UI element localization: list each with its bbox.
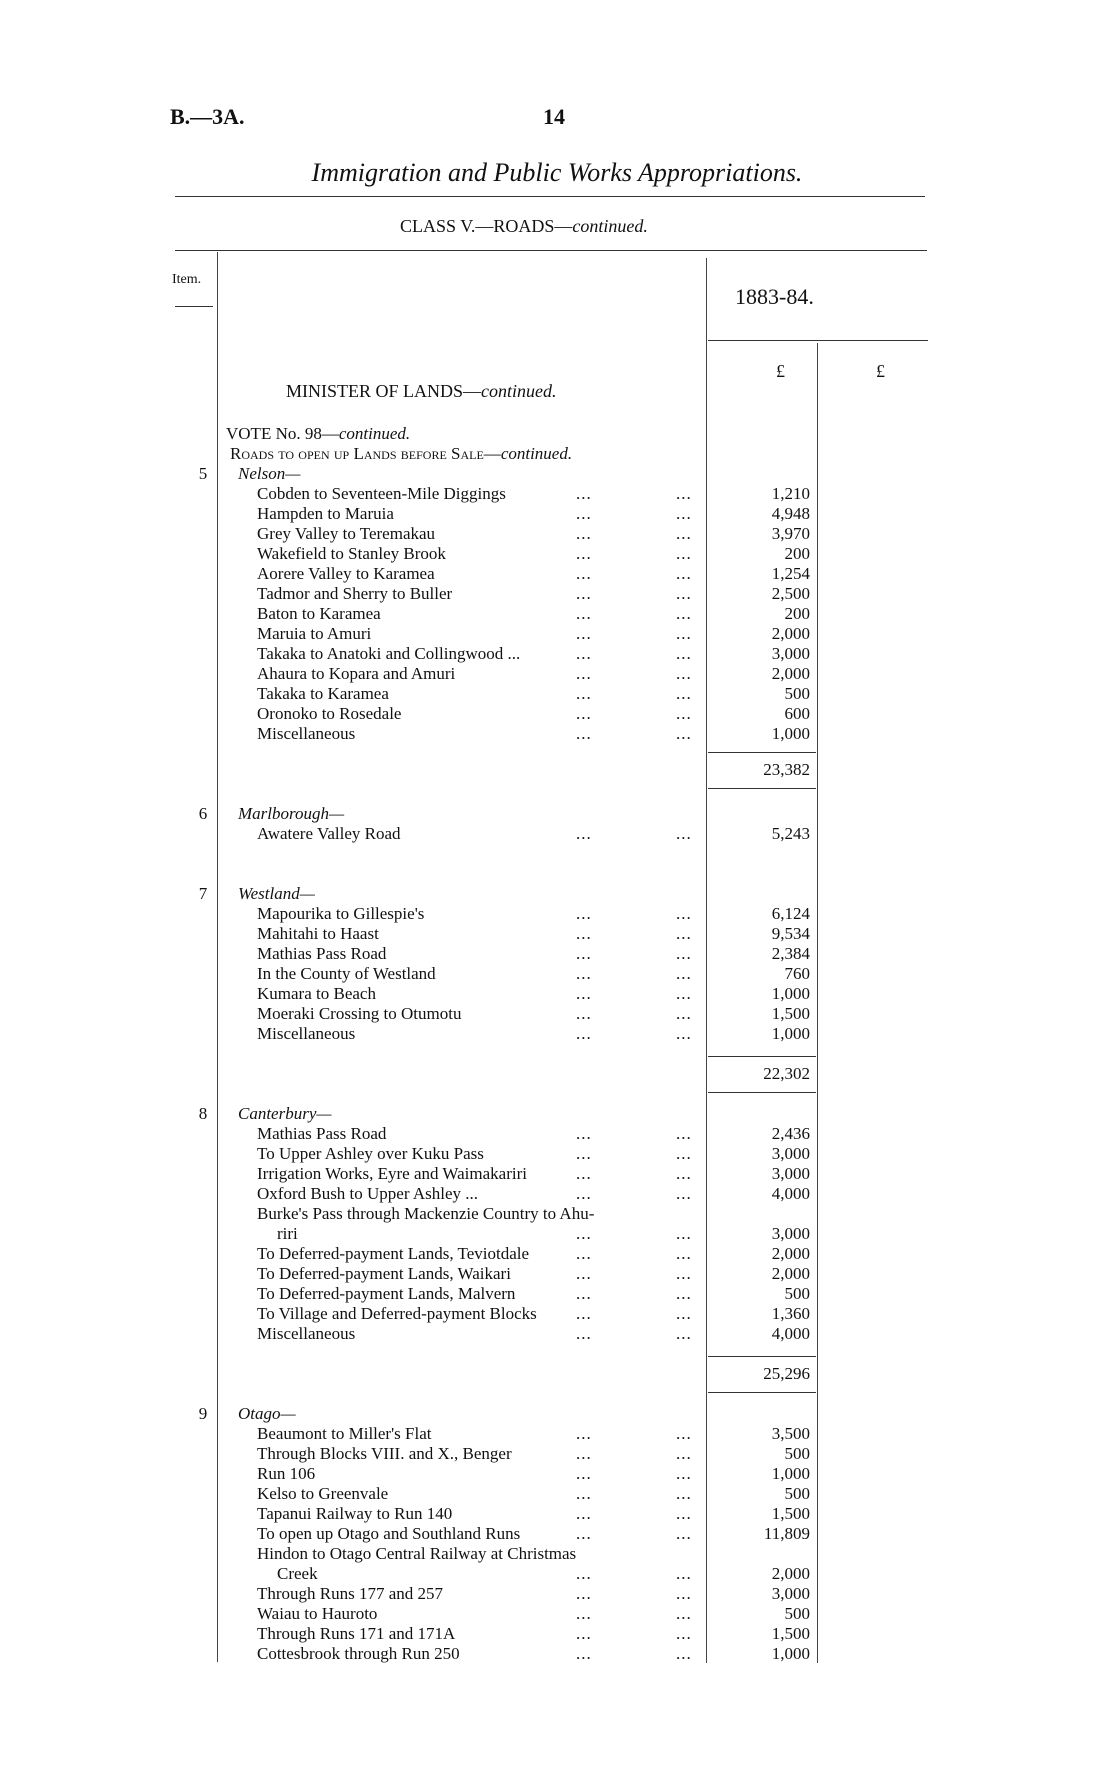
leader-dots: ... [676, 504, 692, 523]
leader-dots: ... [576, 524, 592, 543]
section-name: Marlborough— [238, 804, 345, 823]
leader-dots: ... [576, 964, 592, 983]
leader-dots: ... [676, 944, 692, 963]
leader-dots: ... [676, 544, 692, 563]
row-amount: 500 [784, 684, 810, 703]
leader-dots: ... [576, 1504, 592, 1523]
pound-header-1: £ [776, 361, 785, 381]
leader-dots: ... [676, 1164, 692, 1183]
section-name: Otago— [238, 1404, 296, 1423]
leader-dots: ... [676, 644, 692, 663]
section-name: Westland— [238, 884, 315, 903]
title-rule [175, 196, 925, 197]
row-amount: 1,360 [771, 1304, 810, 1323]
leader-dots: ... [576, 1604, 592, 1623]
leader-dots: ... [576, 1124, 592, 1143]
roads-heading-cont: continued. [500, 444, 573, 463]
row-amount: 760 [784, 964, 810, 983]
roads-heading-main: Roads to open up Lands before Sale— [230, 444, 501, 463]
leader-dots: ... [676, 624, 692, 643]
row-label-continuation: Creek [277, 1564, 318, 1583]
row-amount: 200 [784, 544, 810, 563]
row-amount: 2,000 [771, 664, 810, 683]
item-number: 8 [198, 1104, 208, 1123]
leader-dots: ... [676, 1184, 692, 1203]
leader-dots: ... [676, 1304, 692, 1323]
row-amount: 4,000 [771, 1324, 810, 1343]
row-amount: 500 [784, 1484, 810, 1503]
class-title-cont: continued. [572, 216, 648, 236]
row-amount: 3,000 [771, 1584, 810, 1603]
leader-dots: ... [576, 1444, 592, 1463]
table-top-rule [175, 250, 927, 251]
vote-heading-main: VOTE No. 98— [226, 424, 339, 443]
row-amount: 9,534 [771, 924, 810, 943]
item-number: 5 [198, 464, 208, 483]
row-label: Cottesbrook through Run 250 [257, 1644, 460, 1663]
row-label: Takaka to Anatoki and Collingwood ... [257, 644, 521, 663]
subtotal-bottom-rule [708, 788, 816, 789]
vote-heading [226, 424, 410, 444]
row-label: Burke's Pass through Mackenzie Country to Ahu- [257, 1204, 595, 1223]
leader-dots: ... [576, 1284, 592, 1303]
subtotal-bottom-rule [708, 1092, 816, 1093]
row-label: To Upper Ashley over Kuku Pass [257, 1144, 484, 1163]
section-total: 22,302 [763, 1064, 810, 1083]
row-amount: 2,000 [771, 624, 810, 643]
leader-dots: ... [576, 924, 592, 943]
leader-dots: ... [576, 1144, 592, 1163]
row-label: Awatere Valley Road [257, 824, 401, 843]
leader-dots: ... [576, 1024, 592, 1043]
row-amount: 500 [784, 1444, 810, 1463]
leader-dots: ... [676, 1584, 692, 1603]
row-amount: 1,000 [771, 1024, 810, 1043]
leader-dots: ... [676, 1004, 692, 1023]
row-amount: 1,000 [771, 984, 810, 1003]
leader-dots: ... [576, 544, 592, 563]
row-amount: 500 [784, 1604, 810, 1623]
row-label: To Village and Deferred-payment Blocks [257, 1304, 537, 1323]
leader-dots: ... [576, 1264, 592, 1283]
leader-dots: ... [576, 564, 592, 583]
leader-dots: ... [676, 964, 692, 983]
row-amount: 1,000 [771, 1464, 810, 1483]
leader-dots: ... [676, 604, 692, 623]
class-title-main: CLASS V.—ROADS— [400, 216, 573, 236]
minister-heading-cont: continued. [481, 381, 557, 401]
section-total: 23,382 [763, 760, 810, 779]
leader-dots: ... [676, 524, 692, 543]
year-column-rule [708, 340, 928, 341]
row-label: Maruia to Amuri [257, 624, 372, 643]
row-amount: 1,254 [771, 564, 810, 583]
subtotal-bottom-rule [708, 1392, 816, 1393]
leader-dots: ... [576, 1564, 592, 1583]
row-amount: 3,000 [771, 644, 810, 663]
row-label: Hampden to Maruia [257, 504, 394, 523]
year-column-header: 1883-84. [735, 284, 814, 309]
row-label: Aorere Valley to Karamea [257, 564, 435, 583]
item-number: 7 [198, 884, 208, 903]
leader-dots: ... [576, 944, 592, 963]
leader-dots: ... [576, 1624, 592, 1643]
row-label: Kelso to Greenvale [257, 1484, 389, 1503]
leader-dots: ... [676, 1484, 692, 1503]
leader-dots: ... [676, 1624, 692, 1643]
leader-dots: ... [676, 1564, 692, 1583]
row-amount: 4,000 [771, 1184, 810, 1203]
minister-heading-main: MINISTER OF LANDS— [286, 381, 482, 401]
leader-dots: ... [676, 1604, 692, 1623]
leader-dots: ... [676, 684, 692, 703]
subtotal-rule [708, 1056, 816, 1057]
row-label: Mathias Pass Road [257, 944, 387, 963]
row-label: In the County of Westland [257, 964, 436, 983]
row-amount: 2,384 [771, 944, 810, 963]
pound-column-divider [817, 343, 818, 1663]
row-label: Miscellaneous [257, 1024, 356, 1043]
item-column-underline [175, 306, 213, 307]
class-title [400, 216, 648, 237]
row-label: Through Runs 171 and 171A [257, 1624, 456, 1643]
subtotal-rule [708, 752, 816, 753]
leader-dots: ... [676, 1504, 692, 1523]
document-code: B.—3A. [170, 104, 245, 129]
leader-dots: ... [676, 1284, 692, 1303]
row-amount: 2,000 [771, 1264, 810, 1283]
row-amount: 2,000 [771, 1244, 810, 1263]
pound-header-2: £ [876, 361, 885, 381]
leader-dots: ... [576, 584, 592, 603]
leader-dots: ... [676, 1444, 692, 1463]
row-label: Waiau to Hauroto [257, 1604, 378, 1623]
row-amount: 3,500 [771, 1424, 810, 1443]
leader-dots: ... [676, 1424, 692, 1443]
row-amount: 6,124 [771, 904, 810, 923]
row-label: Mahitahi to Haast [257, 924, 379, 943]
leader-dots: ... [676, 664, 692, 683]
section-name: Nelson— [238, 464, 301, 483]
row-amount: 1,000 [771, 1644, 810, 1663]
leader-dots: ... [576, 904, 592, 923]
row-label: Ahaura to Kopara and Amuri [257, 664, 456, 683]
leader-dots: ... [576, 1224, 592, 1243]
item-column-divider [217, 252, 218, 1662]
item-number: 9 [198, 1404, 208, 1423]
item-number: 6 [198, 804, 208, 823]
leader-dots: ... [676, 1464, 692, 1483]
row-amount: 2,500 [771, 584, 810, 603]
row-label: Beaumont to Miller's Flat [257, 1424, 432, 1443]
row-label: Run 106 [257, 1464, 316, 1483]
leader-dots: ... [676, 1324, 692, 1343]
row-label: To Deferred-payment Lands, Waikari [257, 1264, 511, 1283]
leader-dots: ... [576, 1424, 592, 1443]
leader-dots: ... [676, 584, 692, 603]
row-amount: 600 [784, 704, 810, 723]
page-title: Immigration and Public Works Appropriations. [311, 158, 803, 187]
leader-dots: ... [576, 1004, 592, 1023]
leader-dots: ... [576, 1244, 592, 1263]
roads-heading [230, 444, 572, 464]
section-name: Canterbury— [238, 1104, 332, 1123]
row-amount: 3,000 [771, 1164, 810, 1183]
leader-dots: ... [576, 604, 592, 623]
row-label: Tapanui Railway to Run 140 [257, 1504, 453, 1523]
leader-dots: ... [576, 1584, 592, 1603]
row-label: Wakefield to Stanley Brook [257, 544, 446, 563]
row-label: Oxford Bush to Upper Ashley ... [257, 1184, 478, 1203]
leader-dots: ... [576, 1464, 592, 1483]
leader-dots: ... [576, 484, 592, 503]
leader-dots: ... [676, 1644, 692, 1663]
leader-dots: ... [576, 1324, 592, 1343]
leader-dots: ... [676, 484, 692, 503]
leader-dots: ... [676, 1524, 692, 1543]
row-label: Mathias Pass Road [257, 1124, 387, 1143]
row-label: Through Runs 177 and 257 [257, 1584, 444, 1603]
leader-dots: ... [676, 1144, 692, 1163]
leader-dots: ... [576, 824, 592, 843]
subtotal-rule [708, 1356, 816, 1357]
row-amount: 2,436 [771, 1124, 810, 1143]
row-label: Moeraki Crossing to Otumotu [257, 1004, 462, 1023]
leader-dots: ... [676, 824, 692, 843]
row-amount: 3,000 [771, 1144, 810, 1163]
row-label: Hindon to Otago Central Railway at Christmas [257, 1544, 577, 1563]
leader-dots: ... [676, 904, 692, 923]
leader-dots: ... [576, 1184, 592, 1203]
leader-dots: ... [676, 1024, 692, 1043]
row-label-continuation: riri [277, 1224, 298, 1243]
leader-dots: ... [576, 684, 592, 703]
leader-dots: ... [676, 924, 692, 943]
row-amount: 1,500 [771, 1504, 810, 1523]
leader-dots: ... [676, 1264, 692, 1283]
row-amount: 3,970 [771, 524, 810, 543]
leader-dots: ... [576, 984, 592, 1003]
leader-dots: ... [576, 1644, 592, 1663]
vote-heading-cont: continued. [338, 424, 411, 443]
leader-dots: ... [576, 1524, 592, 1543]
row-label: To Deferred-payment Lands, Teviotdale [257, 1244, 530, 1263]
row-label: Miscellaneous [257, 1324, 356, 1343]
leader-dots: ... [576, 624, 592, 643]
page-number: 14 [543, 104, 565, 129]
leader-dots: ... [576, 724, 592, 743]
row-amount: 11,809 [763, 1524, 810, 1543]
leader-dots: ... [576, 1164, 592, 1183]
leader-dots: ... [576, 704, 592, 723]
row-label: Irrigation Works, Eyre and Waimakariri [257, 1164, 527, 1183]
row-label: Mapourika to Gillespie's [257, 904, 425, 923]
row-amount: 2,000 [771, 1564, 810, 1583]
leader-dots: ... [676, 704, 692, 723]
leader-dots: ... [676, 1244, 692, 1263]
row-amount: 3,000 [771, 1224, 810, 1243]
row-label: Oronoko to Rosedale [257, 704, 402, 723]
row-amount: 200 [784, 604, 810, 623]
row-amount: 1,000 [771, 724, 810, 743]
row-amount: 500 [784, 1284, 810, 1303]
row-label: Cobden to Seventeen-Mile Diggings [257, 484, 506, 503]
leader-dots: ... [676, 984, 692, 1003]
row-amount: 1,500 [771, 1004, 810, 1023]
leader-dots: ... [676, 564, 692, 583]
row-label: Grey Valley to Teremakau [257, 524, 436, 543]
row-amount: 4,948 [771, 504, 810, 523]
row-label: Miscellaneous [257, 724, 356, 743]
row-label: Baton to Karamea [257, 604, 381, 623]
leader-dots: ... [676, 1224, 692, 1243]
leader-dots: ... [676, 1124, 692, 1143]
row-label: Kumara to Beach [257, 984, 376, 1003]
item-column-header: Item. [172, 272, 202, 287]
row-label: Tadmor and Sherry to Buller [257, 584, 453, 603]
row-label: Through Blocks VIII. and X., Benger [257, 1444, 512, 1463]
leader-dots: ... [576, 504, 592, 523]
row-amount: 1,210 [771, 484, 810, 503]
row-label: Takaka to Karamea [257, 684, 389, 703]
leader-dots: ... [576, 1304, 592, 1323]
minister-heading [286, 381, 557, 402]
row-label: To open up Otago and Southland Runs [257, 1524, 521, 1543]
section-total: 25,296 [763, 1364, 810, 1383]
leader-dots: ... [576, 1484, 592, 1503]
leader-dots: ... [576, 664, 592, 683]
leader-dots: ... [676, 724, 692, 743]
row-label: To Deferred-payment Lands, Malvern [257, 1284, 516, 1303]
leader-dots: ... [576, 644, 592, 663]
row-amount: 1,500 [771, 1624, 810, 1643]
row-amount: 5,243 [771, 824, 810, 843]
